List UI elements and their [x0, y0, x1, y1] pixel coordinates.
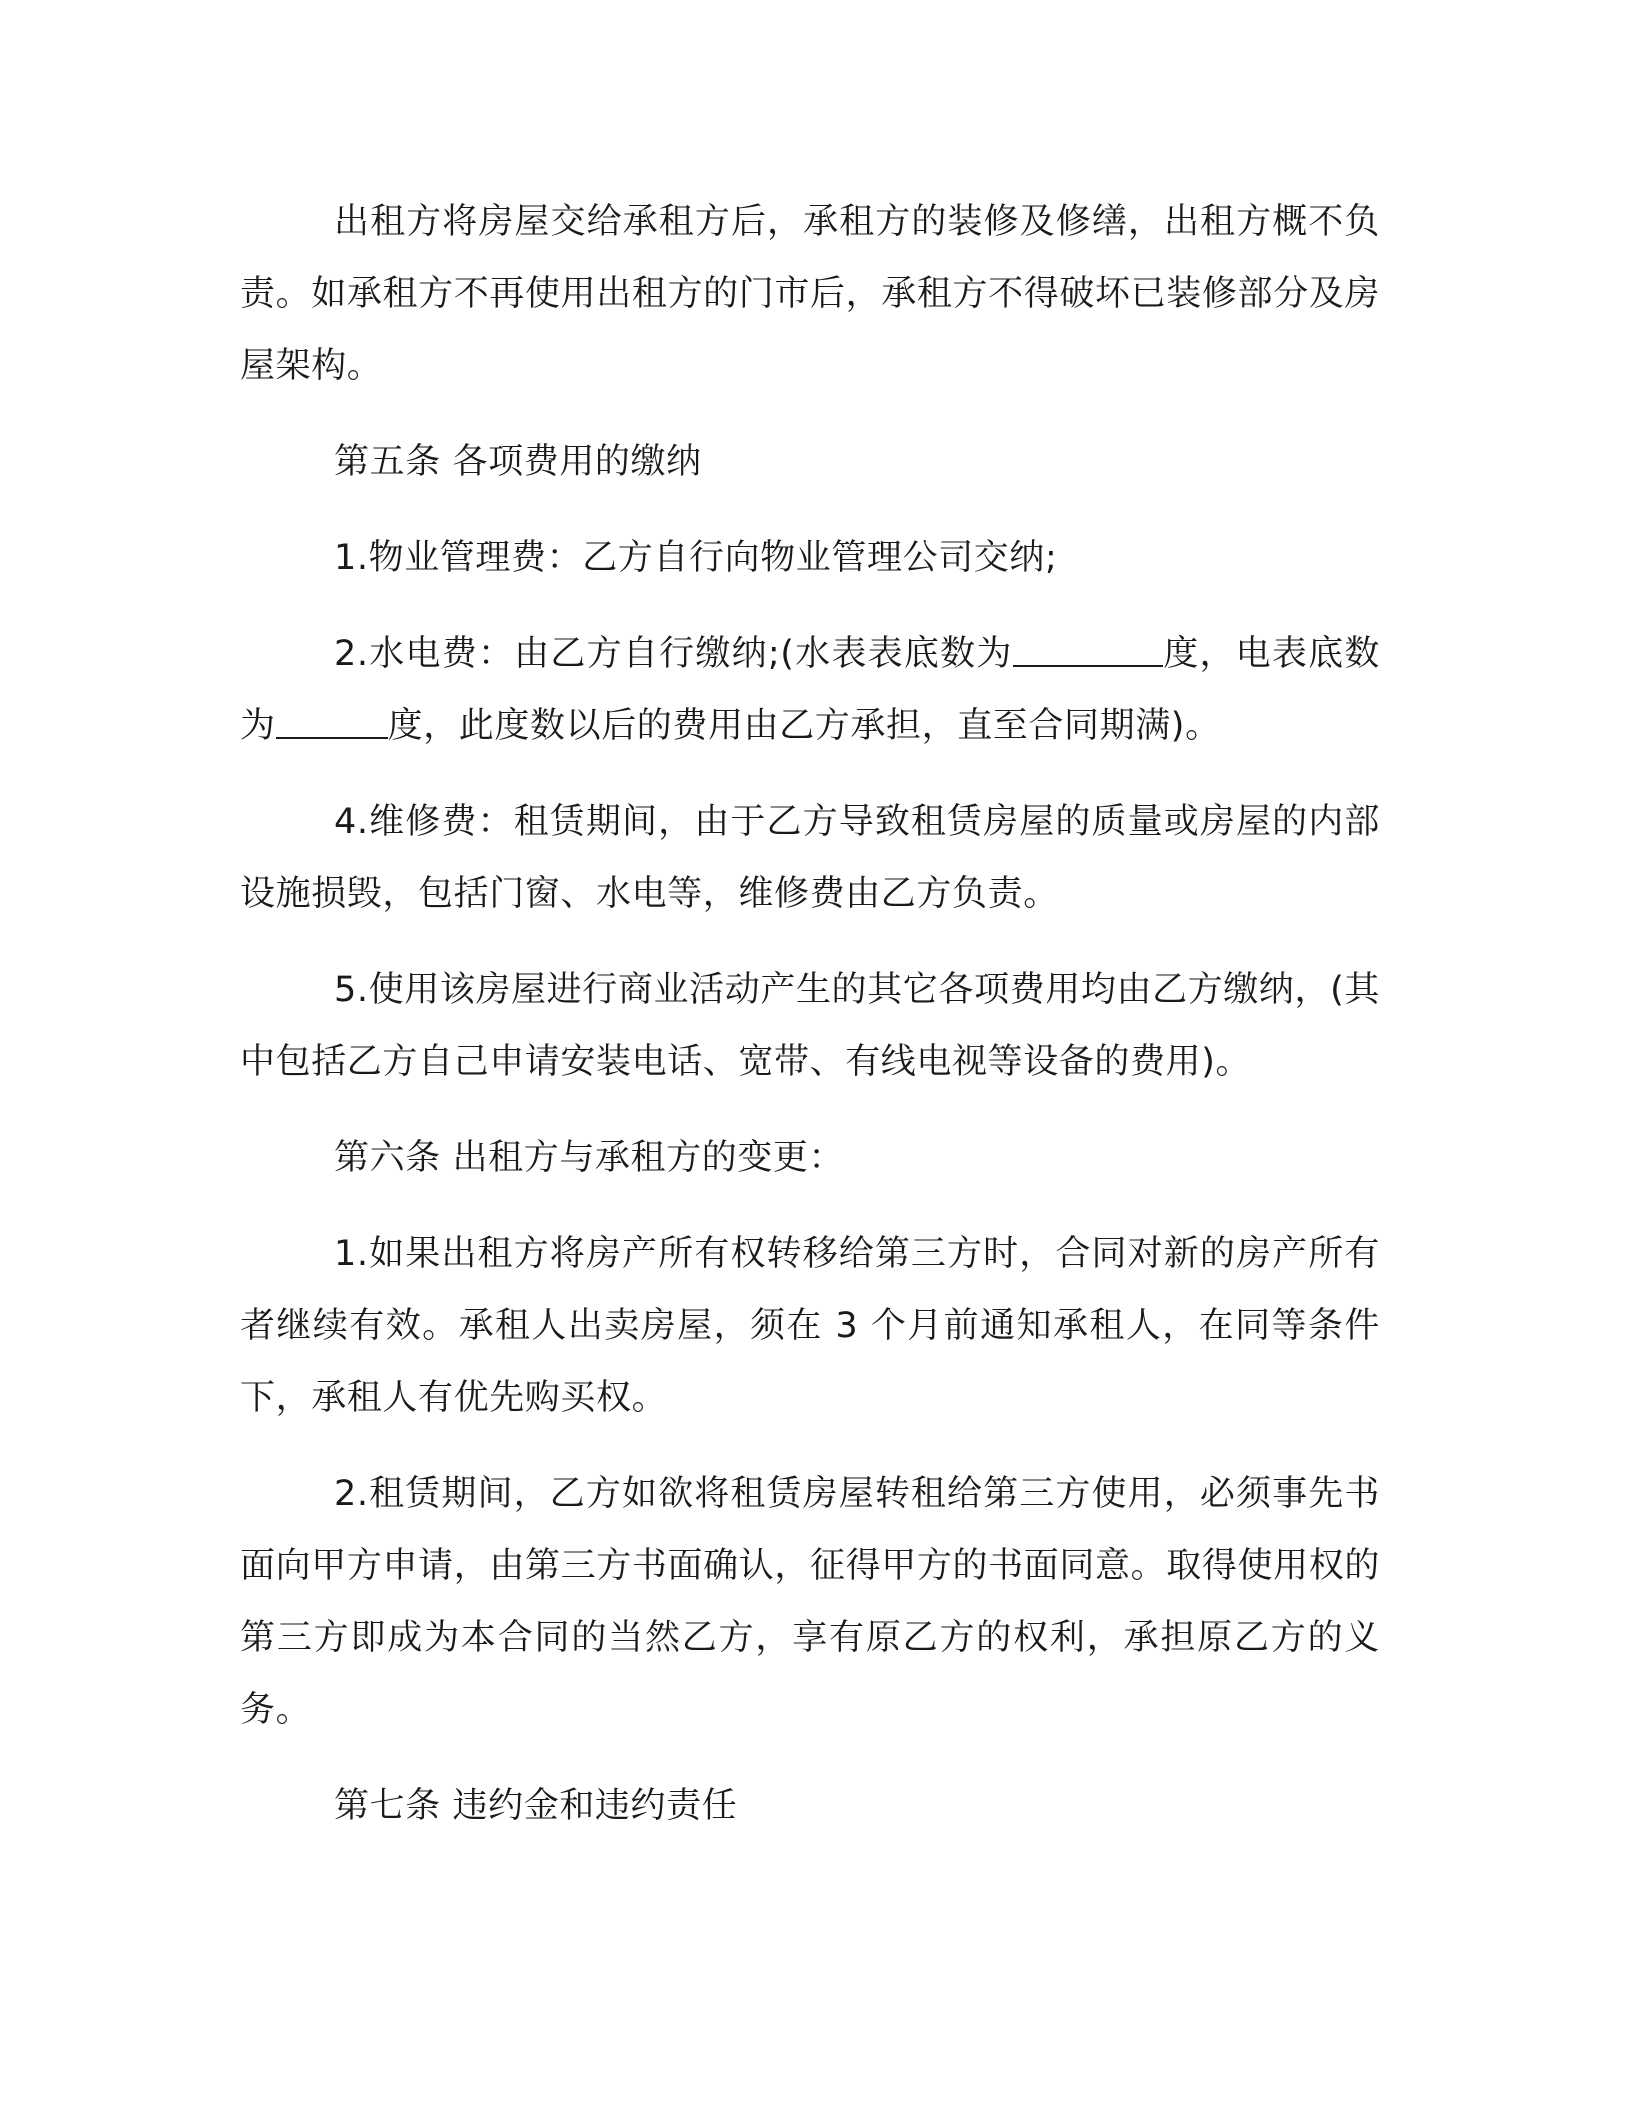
utilities-text-part-3: 度，此度数以后的费用由乙方承担，直至合同期满)。 [387, 706, 1221, 746]
paragraph-sublease: 2.租赁期间，乙方如欲将租赁房屋转租给第三方使用，必须事先书面向甲方申请，由第三方书面确认，征得甲方的书面同意。取得使用权的第三方即成为本合同的当然乙方，享有原乙方的权利，承担原乙方的义务。 [240, 1474, 1380, 1730]
electric-meter-blank [276, 705, 388, 739]
article-6-heading: 第六条 出租方与承租方的变更： [334, 1138, 845, 1178]
utilities-text-part-1: 2.水电费：由乙方自行缴纳;(水表表底数为 [334, 634, 1013, 674]
paragraph-decoration-responsibility: 出租方将房屋交给承租方后，承租方的装修及修缮，出租方概不负责。如承租方不再使用出租方的门市后，承租方不得破坏已装修部分及房屋架构。 [240, 202, 1380, 386]
water-meter-blank [1013, 633, 1163, 667]
paragraph-utilities-fee [240, 618, 1380, 762]
paragraph-repair-fee: 4.维修费：租赁期间，由于乙方导致租赁房屋的质量或房屋的内部设施损毁，包括门窗、水电等，维修费由乙方负责。 [240, 802, 1380, 914]
paragraph-ownership-transfer: 1.如果出租方将房产所有权转移给第三方时，合同对新的房产所有者继续有效。承租人出卖房屋，须在 3 个月前通知承租人，在同等条件下，承租人有优先购买权。 [240, 1234, 1380, 1418]
article-5-heading: 第五条 各项费用的缴纳 [334, 442, 702, 482]
paragraph-business-fees: 5.使用该房屋进行商业活动产生的其它各项费用均由乙方缴纳，(其中包括乙方自己申请安装电话、宽带、有线电视等设备的费用)。 [240, 970, 1380, 1082]
article-7-heading: 第七条 违约金和违约责任 [334, 1786, 738, 1826]
paragraph-property-fee: 1.物业管理费：乙方自行向物业管理公司交纳; [334, 538, 1058, 578]
document-body [240, 186, 1380, 1866]
utilities-text-part-2: 度，电表底数为 [240, 634, 1380, 746]
